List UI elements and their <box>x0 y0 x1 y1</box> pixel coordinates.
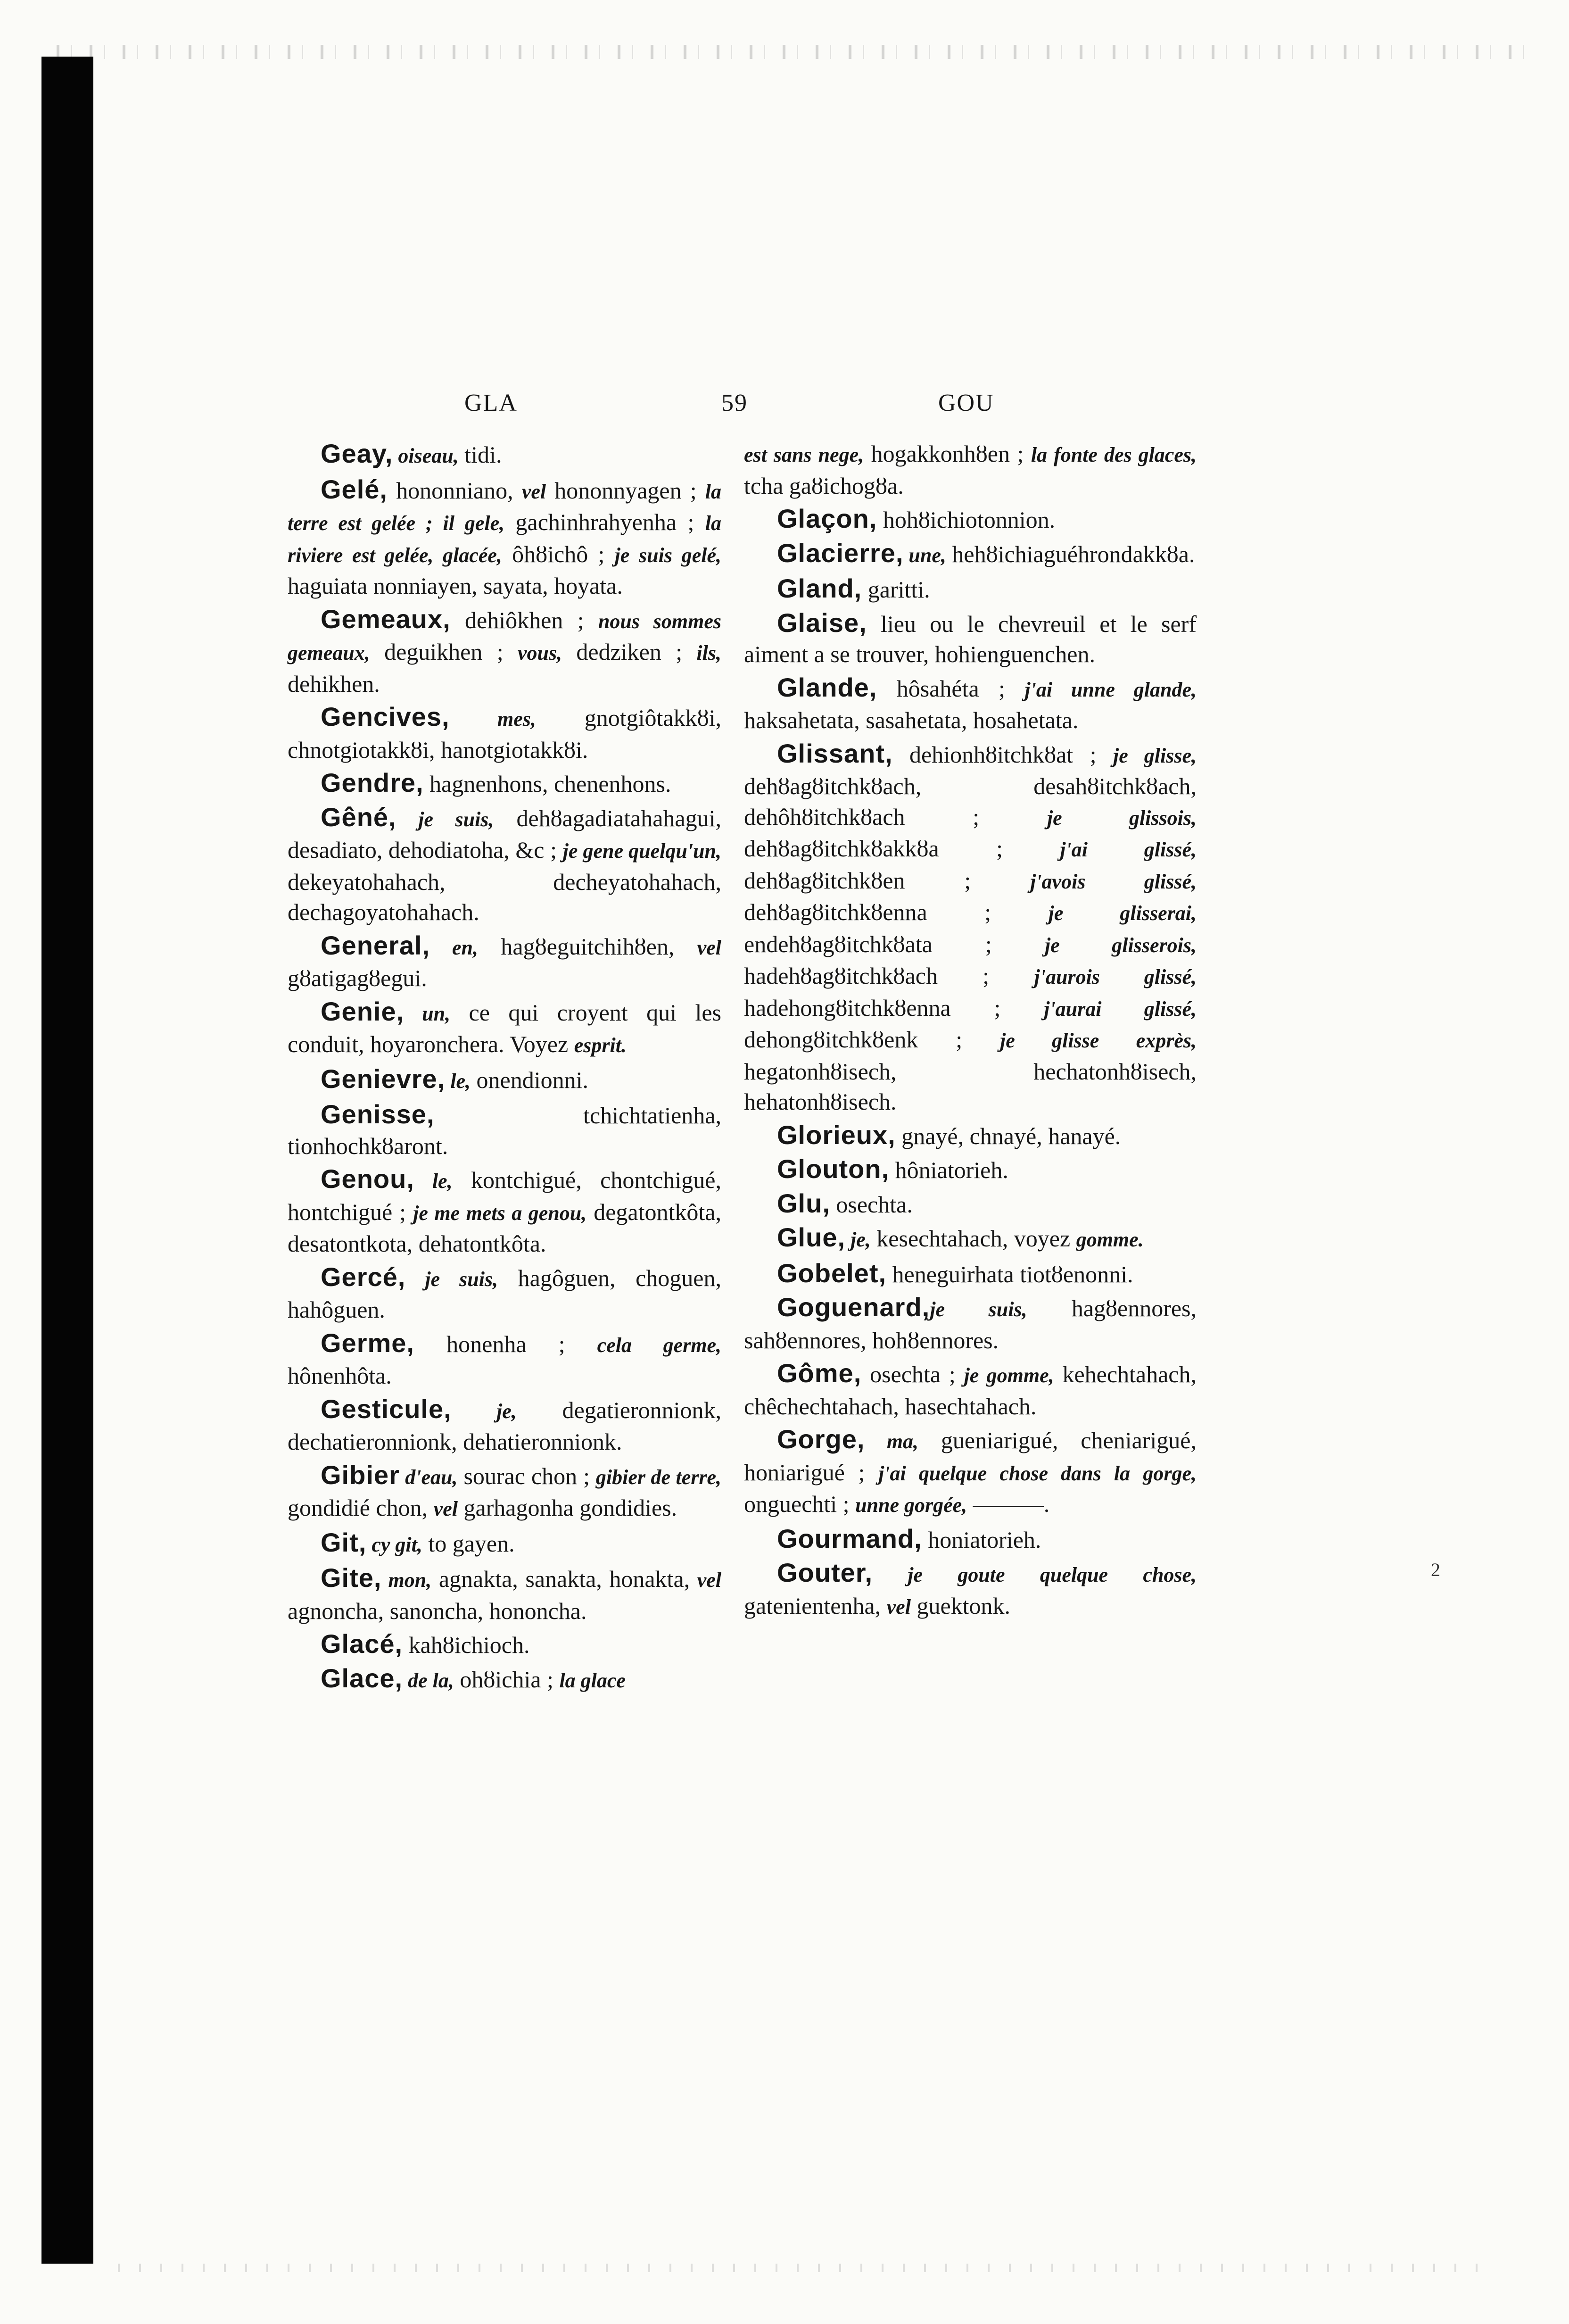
dictionary-entry <box>288 1460 721 1525</box>
entry-text: dehȣagȣitchkȣach, desahȣitchkȣach, dehôhȣitchkȣach ; <box>744 773 1197 830</box>
dictionary-entry <box>744 1188 1197 1220</box>
entry-italic-gloss: le, <box>414 1170 453 1193</box>
entry-headword: Glouton, <box>777 1154 890 1184</box>
dictionary-entry <box>288 1328 721 1391</box>
entry-italic-gloss: d'eau, <box>399 1465 458 1489</box>
entry-italic-gloss: vel <box>697 1569 722 1592</box>
dictionary-entry <box>288 768 721 799</box>
entry-headword: Gercé, <box>321 1262 406 1292</box>
entry-italic-gloss: j'aurois glissé, <box>1034 965 1197 988</box>
dictionary-entry <box>744 1424 1197 1521</box>
entry-italic-gloss: je suis gelé, <box>614 543 721 567</box>
entry-italic-gloss: gibier de terre, <box>595 1465 721 1489</box>
dictionary-entry <box>744 1154 1197 1186</box>
binding-shadow <box>41 57 93 2264</box>
entry-italic-gloss: je, <box>845 1228 871 1251</box>
dictionary-entry <box>288 604 721 699</box>
entry-headword: Geay, <box>321 439 393 468</box>
entry-italic-gloss: je glisse exprès, <box>999 1029 1197 1052</box>
entry-text: sourac chon ; <box>457 1462 596 1489</box>
entry-text: haksahetata, sasahetata, hosahetata. <box>744 707 1079 733</box>
dictionary-entry <box>288 439 721 472</box>
entry-italic-gloss: vel <box>521 480 546 503</box>
entry-text: gȣatigagȣegui. <box>288 965 427 991</box>
entry-text: dekeyatohahach, decheyatohahach, dechagoyatohahach. <box>288 868 721 925</box>
entry-italic-gloss: le, <box>445 1069 471 1093</box>
dictionary-entry <box>744 439 1197 501</box>
entry-text: deguikhen ; <box>370 639 518 665</box>
entry-text: gnayé, chnayé, hanayé. <box>895 1122 1121 1149</box>
entry-text: hagȣennores, sahȣennores, hohȣennores. <box>744 1295 1197 1353</box>
entry-headword: Gêné, <box>321 802 396 832</box>
entry-italic-gloss: je gomme, <box>964 1364 1054 1387</box>
entry-text: hehȣichiaguéhrondakkȣa. <box>946 540 1195 567</box>
entry-text: agnakta, sanakta, honakta, <box>431 1566 697 1592</box>
entry-text: gatenientenha, <box>744 1592 887 1619</box>
entry-italic-gloss: est sans nege, <box>744 443 864 466</box>
entry-headword: Glaise, <box>777 607 867 638</box>
entry-text: tchichtatienha, tionhochkȣaront. <box>288 1102 721 1159</box>
entry-text: dedziken ; <box>562 639 697 665</box>
dictionary-entry <box>744 1558 1197 1622</box>
entry-italic-gloss: vel <box>886 1595 911 1618</box>
dictionary-entry <box>744 1524 1197 1555</box>
entry-text: hononniano, <box>387 477 522 504</box>
entry-italic-gloss: ma, <box>865 1430 919 1453</box>
entry-italic-gloss: une, <box>903 543 946 567</box>
entry-headword: Glaçon, <box>777 504 877 533</box>
entry-italic-gloss: la riviere est gelée, glacée, <box>288 512 721 567</box>
entry-italic-gloss: j'ai quelque chose dans la gorge, <box>878 1461 1197 1485</box>
entry-italic-gloss: je glisse, <box>1113 744 1197 767</box>
entry-headword: Glacierre, <box>777 538 904 568</box>
entry-italic-gloss: la fonte des glaces, <box>1031 443 1197 466</box>
entry-italic-gloss: mon, <box>381 1569 432 1592</box>
dictionary-entry <box>288 1663 721 1696</box>
dictionary-entry <box>744 1358 1197 1421</box>
entry-headword: Glacé, <box>321 1629 403 1659</box>
entry-italic-gloss: nous sommes gemeaux, <box>288 609 721 664</box>
entry-italic-gloss: je glisserois, <box>1044 933 1197 957</box>
page-number: 59 <box>721 390 748 416</box>
entry-italic-gloss: j'ai glissé, <box>1060 838 1197 861</box>
entry-headword: Glu, <box>777 1188 830 1218</box>
entry-text: honenha ; <box>414 1330 597 1357</box>
entry-text: to gayen. <box>422 1530 515 1557</box>
entry-headword: Gendre, <box>321 768 424 797</box>
entry-headword: Glande, <box>777 672 877 702</box>
dictionary-entry <box>288 996 721 1061</box>
entry-text: hagȣeguitchihȣen, <box>478 933 697 960</box>
margin-mark: 2 <box>1431 1559 1440 1580</box>
dictionary-entry <box>288 1064 721 1097</box>
entry-italic-gloss: vel <box>697 936 722 959</box>
dictionary-entry <box>744 1292 1197 1355</box>
entry-text: hôsahéta ; <box>877 675 1025 702</box>
entry-italic-gloss: je, <box>451 1399 517 1423</box>
entry-italic-gloss: vous, <box>517 641 562 664</box>
entry-text: hononnyagen ; <box>546 477 705 504</box>
entry-text: dehȣagȣitchkȣen ; <box>744 867 1031 894</box>
dictionary-entry <box>744 672 1197 736</box>
dictionary-entry <box>288 1394 721 1457</box>
entry-headword: Gobelet, <box>777 1258 887 1288</box>
entry-text: degatieronnionk, dechatieronnionk, dehatieronnionk. <box>288 1396 721 1455</box>
entry-italic-gloss: je gene quelqu'un, <box>562 839 721 863</box>
dictionary-entry <box>744 1120 1197 1152</box>
entry-text: agnoncha, sanoncha, hononcha. <box>288 1597 587 1624</box>
entry-headword: Gelé, <box>321 474 388 504</box>
entry-italic-gloss: unne gorgée, <box>855 1494 967 1517</box>
dictionary-entry <box>744 538 1197 571</box>
entry-text: osechta. <box>830 1191 913 1218</box>
entry-italic-gloss: esprit. <box>574 1034 627 1057</box>
dictionary-entry <box>744 504 1197 535</box>
dictionary-entry <box>288 702 721 765</box>
dictionary-entry <box>288 1099 721 1161</box>
entry-text: kehechtahach, chêchechtahach, hasechtahach. <box>744 1361 1197 1419</box>
entry-text: heneguirhata tiotȣenonni. <box>886 1261 1133 1287</box>
entry-text: ce qui croyent qui les conduit, hoyaronchera. Voyez <box>288 999 721 1057</box>
dictionary-entry <box>288 1629 721 1660</box>
entry-headword: Gesticule, <box>321 1394 452 1424</box>
entry-italic-gloss: je suis, <box>405 1267 498 1291</box>
entry-italic-gloss: en, <box>430 936 478 959</box>
entry-text: dehȣagȣitchkȣenna ; <box>744 899 1049 925</box>
entry-italic-gloss: je suis, <box>396 807 494 831</box>
entry-headword: Gôme, <box>777 1358 862 1388</box>
entry-text: ———. <box>967 1491 1050 1517</box>
entry-text: hônenhôta. <box>288 1362 392 1389</box>
entry-text: dehȣagȣitchkȣakkȣa ; <box>744 835 1060 862</box>
entry-text: gueniarigué, cheniarigué, honiarigué ; <box>744 1427 1197 1486</box>
entry-headword: Gemeaux, <box>321 604 451 634</box>
entry-text: haguiata nonniayen, sayata, hoyata. <box>288 573 623 599</box>
entry-italic-gloss: la terre est gelée ; il gele, <box>288 480 721 535</box>
dictionary-entry <box>288 1563 721 1626</box>
entry-headword: Gouter, <box>777 1558 873 1587</box>
entry-italic-gloss: mes, <box>449 707 536 730</box>
entry-headword: Genou, <box>321 1164 414 1194</box>
entry-italic-gloss: cela germe, <box>597 1333 721 1357</box>
entry-headword: Gorge, <box>777 1424 865 1454</box>
entry-text: dehongȣitchkȣenk ; <box>744 1026 1000 1053</box>
running-head-right: GOU <box>938 390 994 416</box>
entry-text: garhagonha gondidies. <box>457 1494 677 1521</box>
entry-headword: Genievre, <box>321 1063 446 1094</box>
entry-text: kahȣichioch. <box>403 1632 530 1658</box>
scan-noise-top <box>57 45 1532 59</box>
entry-text: tcha gaȣichogȣa. <box>744 472 904 499</box>
entry-headword: Glissant, <box>777 738 893 768</box>
dictionary-entry <box>288 930 721 994</box>
entry-text: dehiôkhen ; <box>450 606 598 633</box>
entry-text: hadehongȣitchkȣenna ; <box>744 994 1044 1021</box>
entry-text: hogakkonhȣen ; <box>864 440 1031 467</box>
dictionary-entry <box>288 802 721 928</box>
entry-headword: Glace, <box>321 1663 403 1693</box>
entry-text: hagnenhons, chenenhons. <box>423 771 671 797</box>
entry-headword: Genisse, <box>321 1099 435 1129</box>
entry-italic-gloss: gomme. <box>1076 1228 1144 1251</box>
entry-text: lieu ou le chevreuil et le serf aiment a se trouver, hohienguenchen. <box>744 610 1197 667</box>
entry-text: gondidié chon, <box>288 1494 434 1521</box>
entry-italic-gloss: la glace <box>559 1668 626 1692</box>
entry-text: osechta ; <box>861 1361 964 1387</box>
dictionary-entry <box>744 1258 1197 1290</box>
entry-text: hadehȣagȣitchkȣach ; <box>744 963 1034 989</box>
dictionary-entry <box>744 608 1197 670</box>
entry-text: hohȣichiotonnion. <box>877 506 1056 533</box>
entry-italic-gloss: oiseau, <box>393 444 459 467</box>
entry-text: guektonk. <box>910 1592 1011 1619</box>
entry-text: dehikhen. <box>288 670 380 697</box>
entry-headword: Gencives, <box>321 702 450 731</box>
entry-italic-gloss: j'avois glissé, <box>1030 870 1197 893</box>
dictionary-entry <box>288 1262 721 1325</box>
entry-headword: Gourmand, <box>777 1523 922 1553</box>
left-column <box>288 439 721 1699</box>
dictionary-entry <box>744 739 1197 1117</box>
entry-text: hôniatorieh. <box>889 1157 1008 1183</box>
entry-text: kesechtahach, voyez <box>870 1225 1076 1252</box>
dictionary-entry <box>288 1527 721 1560</box>
entry-text: gnotgiôtakkȣi, chnotgiotakkȣi, hanotgiotakkȣi. <box>288 705 721 763</box>
entry-text: garitti. <box>862 576 930 603</box>
entry-text: dehionhȣitchkȣat ; <box>892 741 1114 768</box>
entry-text: endehȣagȣitchkȣata ; <box>744 930 1045 957</box>
entry-text: onguechti ; <box>744 1491 856 1517</box>
right-column <box>744 439 1197 1625</box>
entry-italic-gloss: vel <box>433 1497 458 1520</box>
entry-text: dehȣagadiatahahagui, desadiato, dehodiatoha, &c ; <box>288 805 721 863</box>
entry-text: tidi. <box>458 441 502 468</box>
entry-headword: Glorieux, <box>777 1120 896 1150</box>
entry-headword: Genie, <box>321 996 405 1026</box>
dictionary-entry <box>288 474 721 601</box>
scan-noise-bottom <box>118 2264 1485 2272</box>
entry-text: ohȣichia ; <box>454 1666 560 1693</box>
entry-italic-gloss: je glissois, <box>1047 806 1197 830</box>
running-head-left: GLA <box>464 390 518 416</box>
entry-text: gachinhrahyenha ; <box>504 509 705 535</box>
entry-headword: Gibier <box>321 1460 400 1490</box>
entry-headword: Gite, <box>321 1563 382 1593</box>
dictionary-entry <box>744 1222 1197 1255</box>
entry-headword: Gland, <box>777 573 862 603</box>
entry-italic-gloss: un, <box>404 1002 451 1025</box>
entry-italic-gloss: je me mets a genou, <box>413 1201 587 1225</box>
entry-text: ôhȣichô ; <box>502 540 615 567</box>
entry-italic-gloss: cy git, <box>366 1533 422 1556</box>
entry-italic-gloss: je glisserai, <box>1048 902 1197 925</box>
entry-headword: Glue, <box>777 1222 846 1252</box>
entry-text: honiatorieh. <box>922 1526 1041 1553</box>
entry-italic-gloss: ils, <box>696 641 721 664</box>
entry-italic-gloss: de la, <box>403 1668 454 1692</box>
entry-headword: General, <box>321 930 430 960</box>
entry-text: hagôguen, choguen, hahôguen. <box>288 1264 721 1323</box>
dictionary-entry <box>744 573 1197 605</box>
entry-text: degatontkôta, desatontkota, dehatontkôta. <box>288 1198 721 1257</box>
entry-italic-gloss: je goute quelque chose, <box>873 1563 1197 1586</box>
entry-text: kontchigué, chontchigué, hontchigué ; <box>288 1167 721 1225</box>
entry-headword: Germe, <box>321 1328 414 1358</box>
entry-text: hegatonhȣisech, hechatonhȣisech, hehatonhȣisech. <box>744 1058 1197 1115</box>
entry-italic-gloss: je suis, <box>930 1298 1027 1321</box>
entry-text: onendionni. <box>471 1066 589 1093</box>
entry-italic-gloss: j'ai unne glande, <box>1024 678 1197 701</box>
entry-headword: Goguenard, <box>777 1292 930 1322</box>
dictionary-entry <box>288 1164 721 1259</box>
entry-italic-gloss: j'aurai glissé, <box>1044 997 1197 1021</box>
entry-headword: Git, <box>321 1527 367 1557</box>
